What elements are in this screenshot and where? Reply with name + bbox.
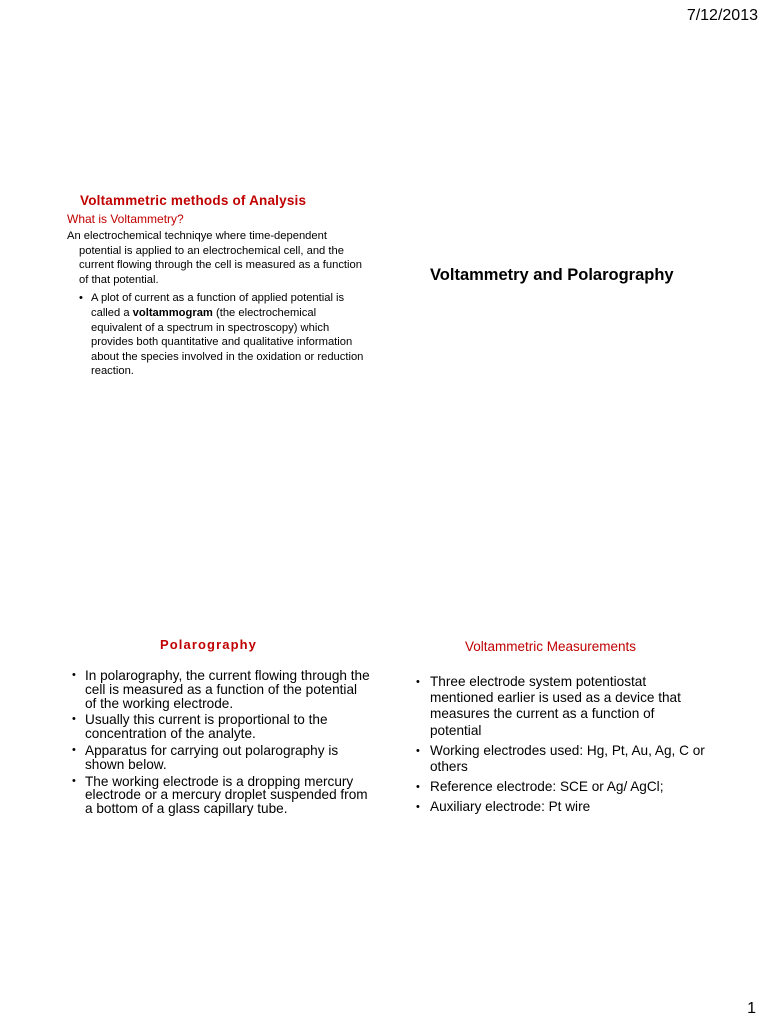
slide-2-title: Voltammetry and Polarography	[430, 266, 674, 284]
bullet-marker: •	[72, 774, 76, 787]
list-item	[416, 799, 706, 815]
list-item	[416, 779, 706, 795]
list-item	[416, 743, 706, 775]
bullet-marker: •	[79, 292, 83, 305]
slide-1-subtitle: What is Voltammetry?	[67, 212, 184, 226]
list-item-text: In polarography, the current flowing through the cell is measured as a function of the potential of the working electrode.	[85, 668, 370, 711]
slide-4-title: Voltammetric Measurements	[465, 639, 637, 654]
bullet-marker: •	[72, 713, 76, 726]
page-number: 1	[747, 1000, 756, 1017]
slide-4-bullet-list	[416, 674, 706, 820]
list-item	[72, 775, 372, 816]
page-date: 7/12/2013	[686, 7, 758, 24]
slide-3-title: Polarography	[160, 637, 257, 652]
bullet-bold-term: voltammogram	[132, 306, 213, 319]
slide-1-title: Voltammetric methods of Analysis	[80, 193, 307, 208]
list-item	[72, 669, 372, 710]
bullet-marker: •	[416, 676, 420, 688]
slide-1-body	[67, 229, 367, 379]
bullet-text-end: (the electrochemical equivalent of a spectrum in spectroscopy) which provides both quantitative and qualitative information about the species involved in the oxidation or reduction reaction.	[91, 306, 364, 378]
bullet-marker: •	[72, 743, 76, 756]
list-item-text: The working electrode is a dropping mercury electrode or a mercury droplet suspended from a bottom of a glass capillary tube.	[85, 773, 368, 817]
slide-1-bullet-text	[91, 291, 367, 379]
slide-1-definition: An electrochemical techniqye where time-dependent potential is applied to an electrochemical cell, and the current flowing through the cell is measured as a function of that potential.	[67, 230, 362, 286]
list-item	[416, 674, 706, 739]
list-item-text: Reference electrode: SCE or Ag/ AgCl;	[430, 779, 664, 795]
list-item-text: Usually this current is proportional to the concentration of the analyte.	[85, 712, 328, 742]
list-item	[72, 744, 372, 772]
bullet-marker: •	[416, 781, 420, 794]
slide-3-bullet-list	[72, 669, 372, 819]
bullet-text-start: A plot of current as a function of applied potential is called a	[91, 292, 345, 319]
bullet-marker: •	[416, 744, 420, 757]
slide-1-bullet	[67, 291, 367, 379]
list-item	[72, 713, 372, 741]
list-item-text: Working electrodes used: Hg, Pt, Au, Ag, C or others	[430, 742, 705, 775]
list-item-text: Apparatus for carrying out polarography is shown below.	[85, 742, 339, 772]
bullet-marker: •	[416, 801, 420, 814]
list-item-text: Auxiliary electrode: Pt wire	[430, 799, 591, 815]
bullet-marker: •	[72, 669, 76, 681]
list-item-text: Three electrode system potentiostat mentioned earlier is used as a device that measures the current as a function of potential	[430, 674, 681, 738]
